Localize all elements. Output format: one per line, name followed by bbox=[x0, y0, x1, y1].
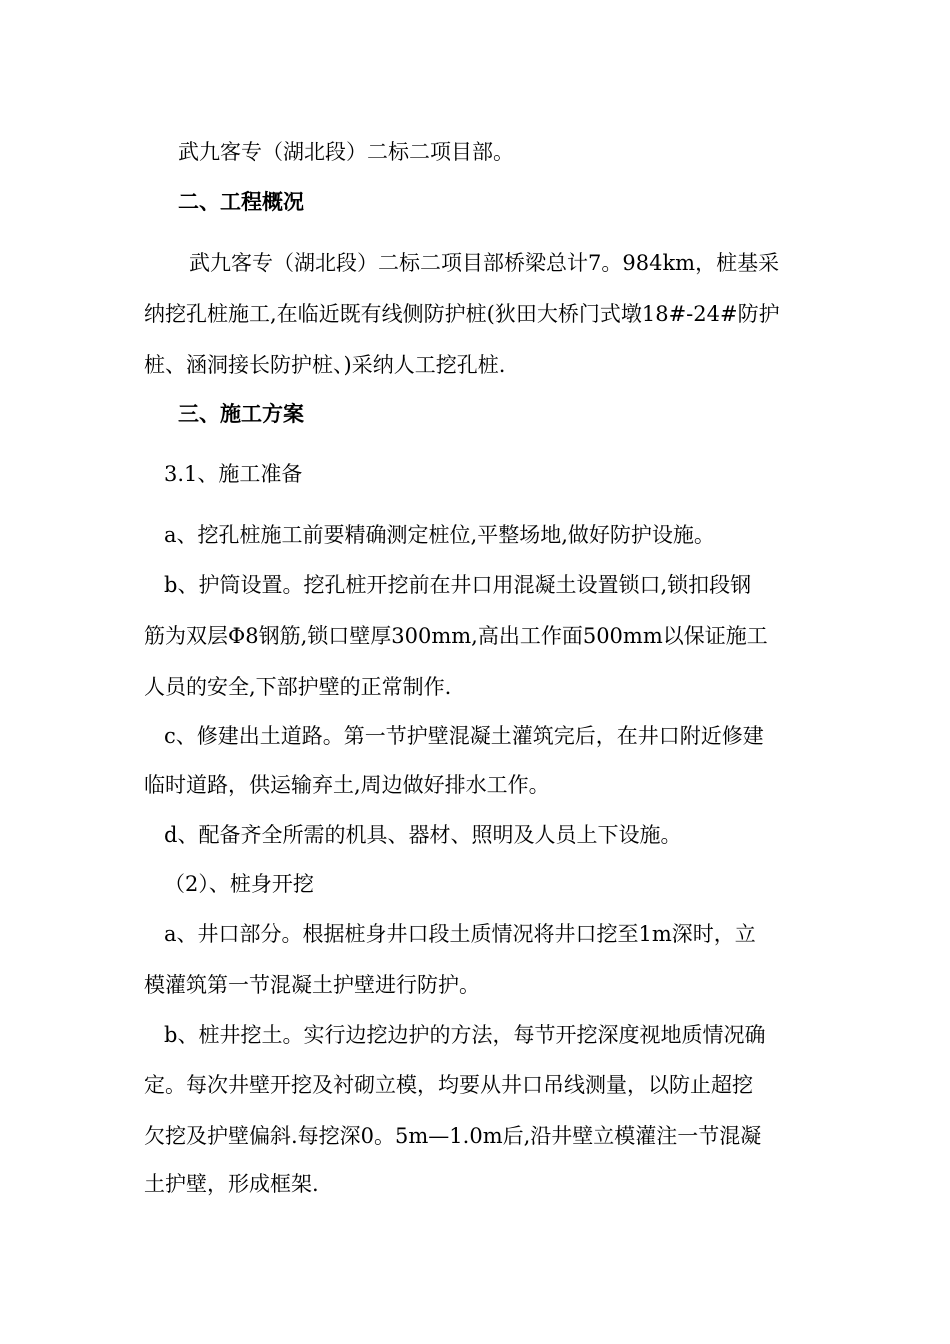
paragraph-line: 武九客专（湖北段）二标二项目部桥梁总计7。984km，桩基采 bbox=[189, 251, 780, 275]
section-heading: 二、工程概况 bbox=[178, 190, 304, 214]
paragraph-line: 人员的安全,下部护壁的正常制作. bbox=[144, 675, 452, 699]
subsection-heading: （2）、桩身开挖 bbox=[164, 872, 314, 896]
paragraph-line: b、护筒设置。挖孔桩开挖前在井口用混凝土设置锁口,锁扣段钢 bbox=[164, 573, 752, 597]
paragraph-line: 定。每次井壁开挖及衬砌立模，均要从井口吊线测量，以防止超挖 bbox=[144, 1073, 753, 1097]
paragraph-line: b、桩井挖土。实行边挖边护的方法，每节开挖深度视地质情况确 bbox=[164, 1023, 766, 1047]
paragraph-line: 模灌筑第一节混凝土护壁进行防护。 bbox=[144, 973, 480, 997]
section-heading: 三、施工方案 bbox=[178, 402, 304, 426]
paragraph-line: 欠挖及护壁偏斜.每挖深0。5m—1.0m后,沿井壁立模灌注一节混凝 bbox=[144, 1124, 762, 1148]
paragraph-line: 筋为双层Φ8钢筋,锁口壁厚300mm,高出工作面500mm以保证施工 bbox=[144, 624, 768, 648]
paragraph-line: a、井口部分。根据桩身井口段土质情况将井口挖至1m深时，立 bbox=[164, 922, 756, 946]
paragraph-line: a、挖孔桩施工前要精确测定桩位,平整场地,做好防护设施。 bbox=[164, 523, 715, 547]
subsection-heading: 3.1、施工准备 bbox=[164, 462, 303, 486]
paragraph-line: d、配备齐全所需的机具、器材、照明及人员上下设施。 bbox=[164, 823, 682, 847]
paragraph-line: 土护壁，形成框架. bbox=[144, 1172, 319, 1196]
paragraph-line: 临时道路，供运输弃土,周边做好排水工作。 bbox=[144, 773, 550, 797]
paragraph-line: 纳挖孔桩施工,在临近既有线侧防护桩(狄田大桥门式墩18#-24#防护 bbox=[144, 302, 780, 326]
paragraph-line: c、修建出土道路。第一节护壁混凝土灌筑完后，在井口附近修建 bbox=[164, 724, 764, 748]
paragraph-line: 武九客专（湖北段）二标二项目部。 bbox=[178, 140, 514, 164]
paragraph-line: 桩、涵洞接长防护桩、)采纳人工挖孔桩. bbox=[144, 353, 506, 377]
